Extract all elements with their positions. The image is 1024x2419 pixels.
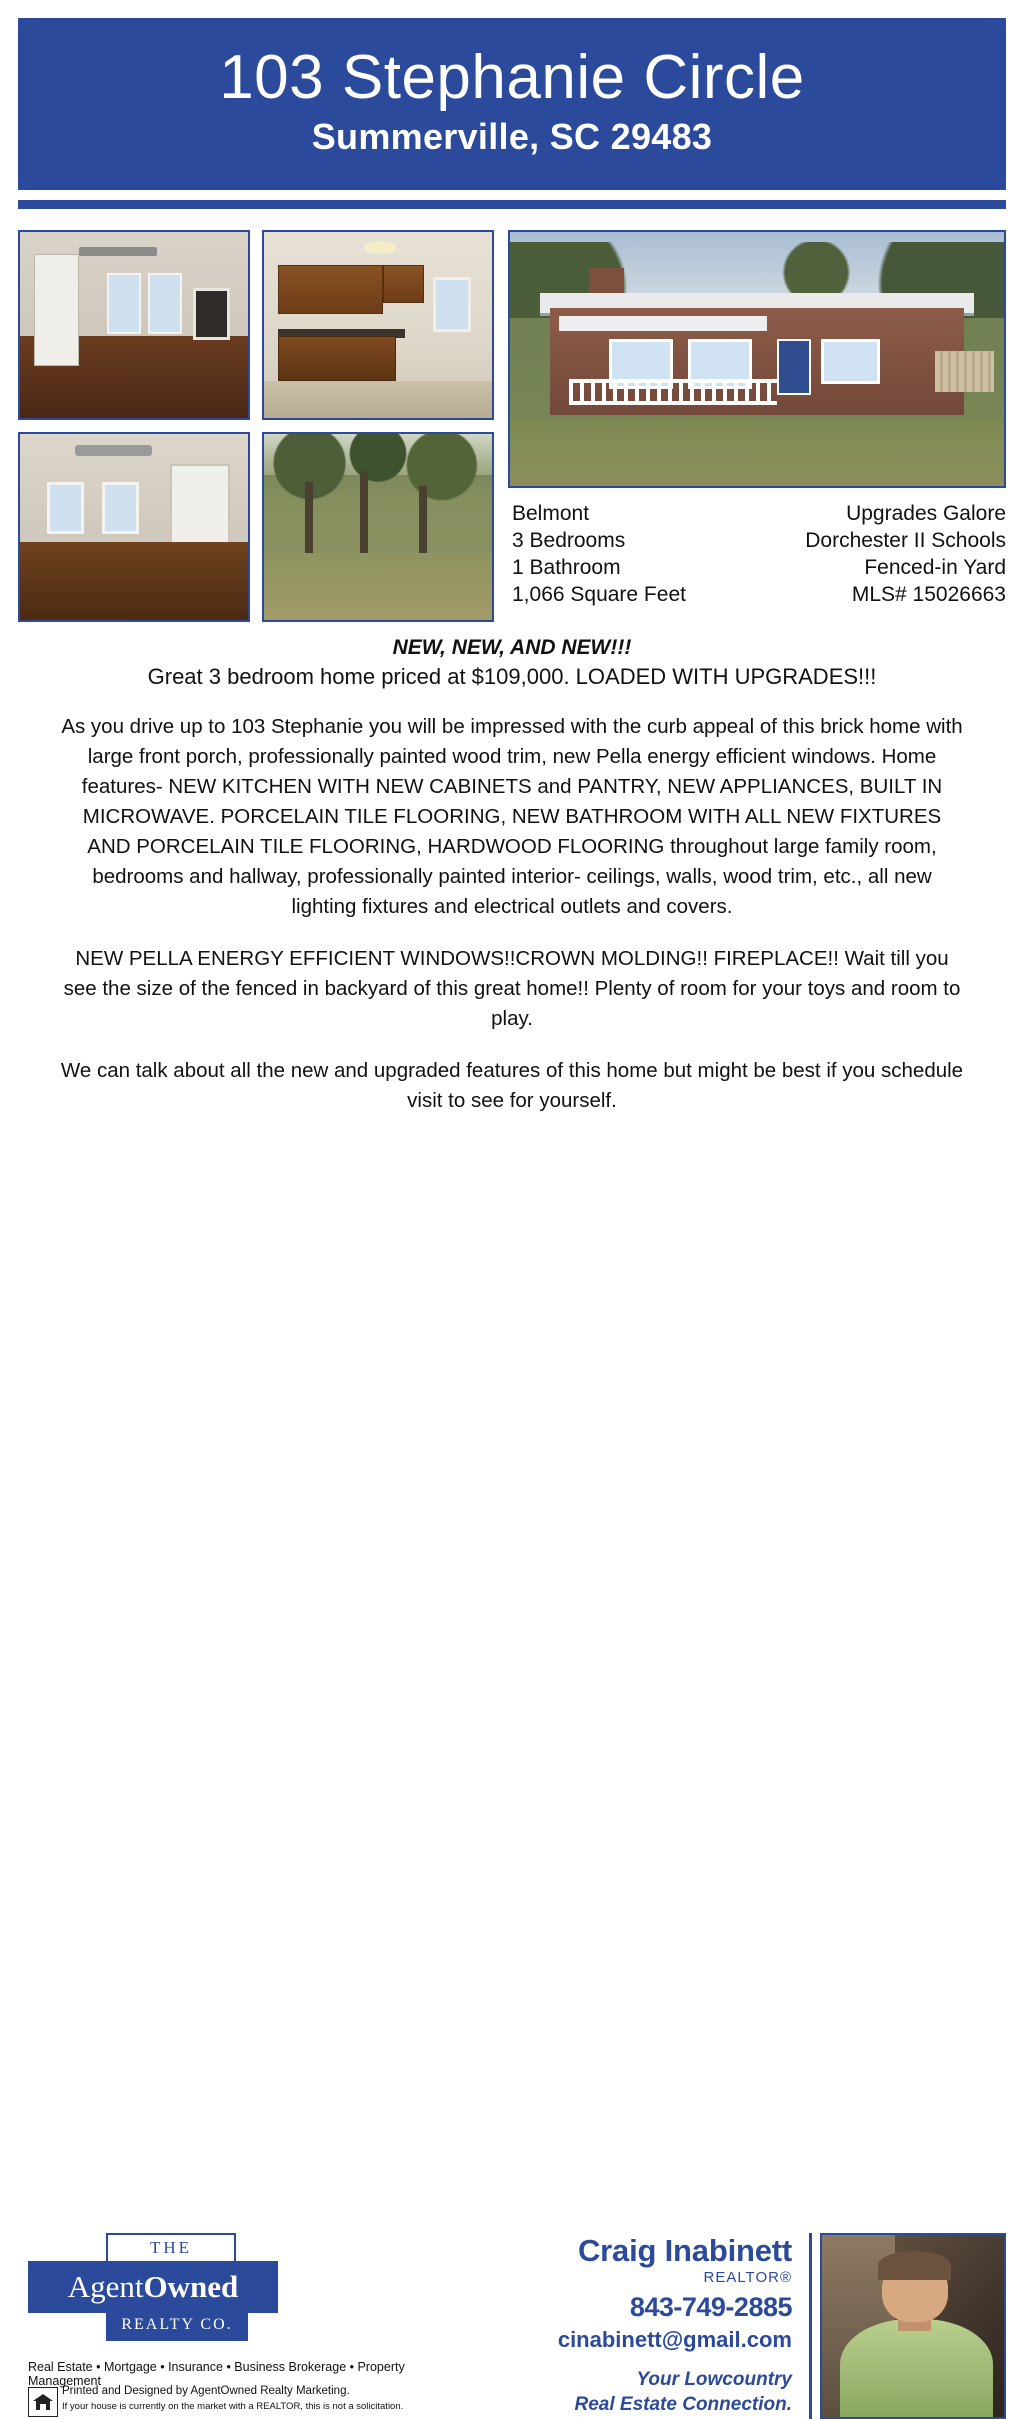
fact-mls-number: MLS# 15026663 [851, 583, 1006, 606]
description-paragraph-3: We can talk about all the new and upgraded features of this home but might be best if you schedule visit to see for yourself. [60, 1059, 964, 1112]
agent-tagline-line-2: Real Estate Connection. [574, 2394, 792, 2415]
headline-block [0, 634, 1024, 692]
property-facts-left [512, 500, 686, 608]
logo-owned-text: Owned [143, 2269, 239, 2304]
page-subtitle: Summerville, SC 29483 [311, 116, 713, 157]
fact-upgrades: Upgrades Galore [846, 502, 1006, 525]
fact-bedrooms: 3 Bedrooms [512, 529, 626, 552]
description-body [60, 712, 964, 1116]
backyard-photo [262, 432, 494, 622]
agent-name: Craig Inabinett [577, 2233, 792, 2268]
agent-contact-block [462, 2233, 792, 2417]
agent-headshot-photo [820, 2233, 1006, 2419]
equal-housing-opportunity-icon [28, 2387, 58, 2417]
fact-yard: Fenced-in Yard [864, 556, 1006, 579]
agent-email[interactable]: cinabinett@gmail.com [557, 2327, 792, 2352]
logo-the-text: THE [106, 2233, 236, 2263]
footer-services-line: Real Estate • Mortgage • Insurance • Business Brokerage • Property Management [28, 2360, 405, 2388]
footer-vertical-divider [809, 2233, 812, 2419]
headline-primary: NEW, NEW, AND NEW!!! [392, 636, 632, 659]
living-room-photo [18, 230, 250, 420]
header-banner [18, 18, 1006, 190]
agent-tagline [462, 2367, 792, 2417]
logo-realty-text: REALTY CO. [106, 2311, 248, 2341]
brokerage-logo [28, 2233, 278, 2343]
logo-agent-text: Agent [67, 2269, 144, 2304]
property-facts-right [805, 500, 1006, 608]
fact-schools: Dorchester II Schools [805, 529, 1006, 552]
logo-agentowned-text [28, 2261, 278, 2313]
agent-phone[interactable]: 843-749-2885 [629, 2292, 792, 2322]
footer-fine-print [62, 2384, 482, 2414]
footer-fine-line-1: Printed and Designed by AgentOwned Realty Marketing. [62, 2385, 350, 2397]
description-paragraph-1: As you drive up to 103 Stephanie you will be impressed with the curb appeal of this brick home with large front porch, professionally painted wood trim, new Pella energy efficient windows. Home features- NEW KITCHEN WITH NEW CABINETS and PANTRY, NEW APPLIANCES, BUILT IN MICROWAVE. PORCELAIN TILE FLOORING, NEW BATHROOM WITH ALL NEW FIXTURES AND PORCELAIN TILE FLOORING, HARDWOOD FLOORING throughout large family room, bedrooms and hallway, professionally painted interior- ceilings, walls, wood trim, etc., all new lighting fixtures and electrical outlets and covers. [61, 715, 963, 918]
agent-tagline-line-1: Your Lowcountry [636, 2369, 792, 2390]
header-divider-rule [18, 200, 1006, 209]
fact-subdivision: Belmont [512, 502, 590, 525]
kitchen-photo [262, 230, 494, 420]
headline-secondary: Great 3 bedroom home priced at $109,000. LOADED WITH UPGRADES!!! [147, 664, 877, 689]
fact-bathrooms: 1 Bathroom [512, 556, 621, 579]
description-paragraph-2: NEW PELLA ENERGY EFFICIENT WINDOWS!!CROWN MOLDING!! FIREPLACE!! Wait till you see the size of the fenced in backyard of this great home!! Plenty of room for your toys and room to play. [63, 947, 961, 1030]
page-title: 103 Stephanie Circle [219, 43, 805, 112]
footer [0, 1115, 1024, 2415]
footer-fine-line-2: If your house is currently on the market with a REALTOR, this is not a solicitation. [62, 2401, 404, 2412]
fact-square-feet: 1,066 Square Feet [512, 583, 686, 606]
exterior-photo [508, 230, 1006, 488]
agent-role: REALTOR® [703, 2269, 792, 2286]
bedroom-photo [18, 432, 250, 622]
